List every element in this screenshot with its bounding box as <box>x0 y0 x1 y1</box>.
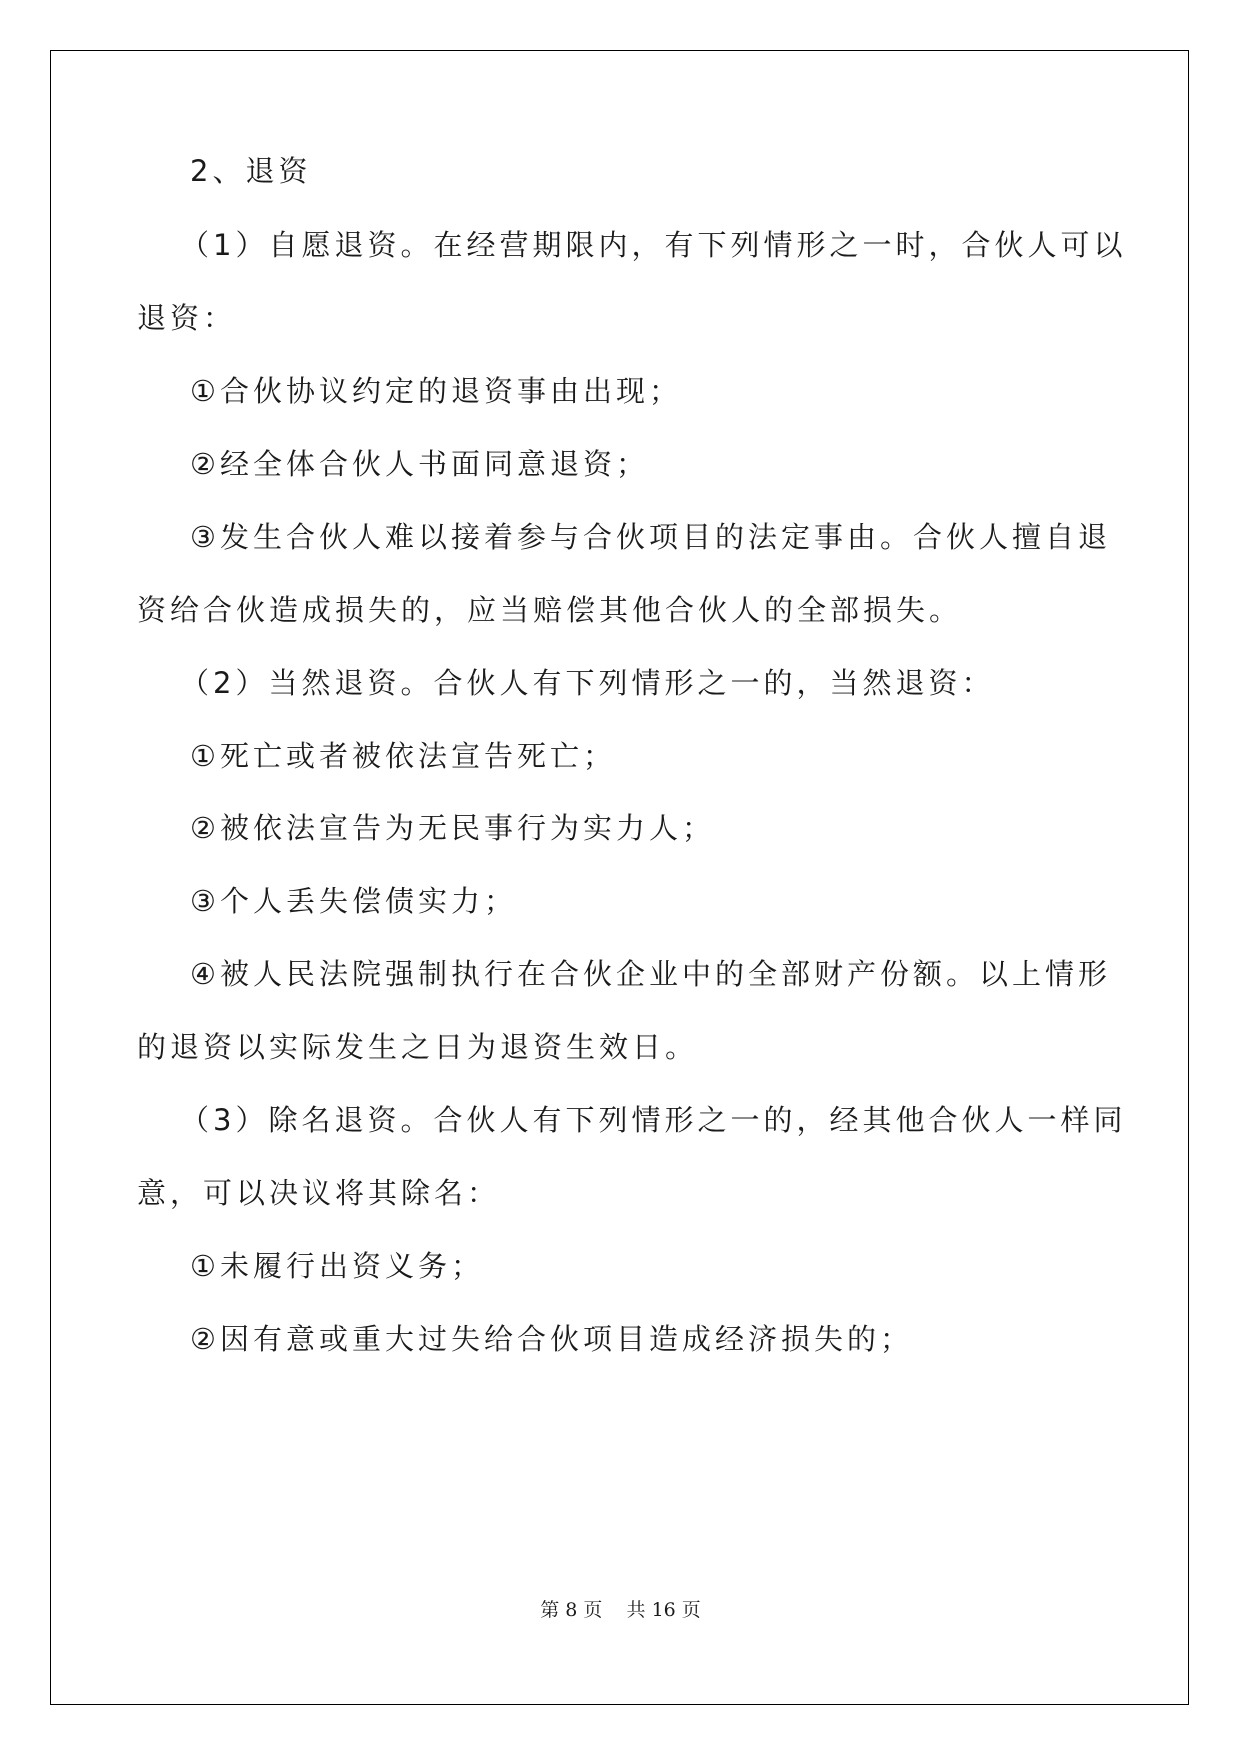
paragraph-line: ①死亡或者被依法宣告死亡； <box>190 739 616 773</box>
paragraph-line: 退资： <box>137 301 237 335</box>
paragraph-line: ①合伙协议约定的退资事由出现； <box>190 374 682 408</box>
paragraph-line: ②因有意或重大过失给合伙项目造成经济损失的； <box>190 1322 913 1356</box>
paragraph-line: （3）除名退资。合伙人有下列情形之一的，经其他合伙人一样同 <box>180 1103 1127 1137</box>
paragraph-line: 的退资以实际发生之日为退资生效日。 <box>137 1030 699 1064</box>
paragraph-line: ①未履行出资义务； <box>190 1249 484 1283</box>
paragraph-line: ③发生合伙人难以接着参与合伙项目的法定事由。合伙人擅自退 <box>190 520 1111 554</box>
paragraph-line: ③个人丢失偿债实力； <box>190 884 517 918</box>
paragraph-line: ②经全体合伙人书面同意退资； <box>190 447 649 481</box>
section-heading: 2、退资 <box>190 154 312 188</box>
paragraph-line: （1）自愿退资。在经营期限内，有下列情形之一时，合伙人可以 <box>180 228 1127 262</box>
paragraph-line: ②被依法宣告为无民事行为实力人； <box>190 811 715 845</box>
paragraph-line: （2）当然退资。合伙人有下列情形之一的，当然退资： <box>180 666 995 700</box>
paragraph-line: 意，可以决议将其除名： <box>137 1176 501 1210</box>
page-number-footer: 第 8 页 共 16 页 <box>540 1599 701 1621</box>
paragraph-line: 资给合伙造成损失的，应当赔偿其他合伙人的全部损失。 <box>137 593 963 627</box>
paragraph-line: ④被人民法院强制执行在合伙企业中的全部财产份额。以上情形 <box>190 957 1111 991</box>
